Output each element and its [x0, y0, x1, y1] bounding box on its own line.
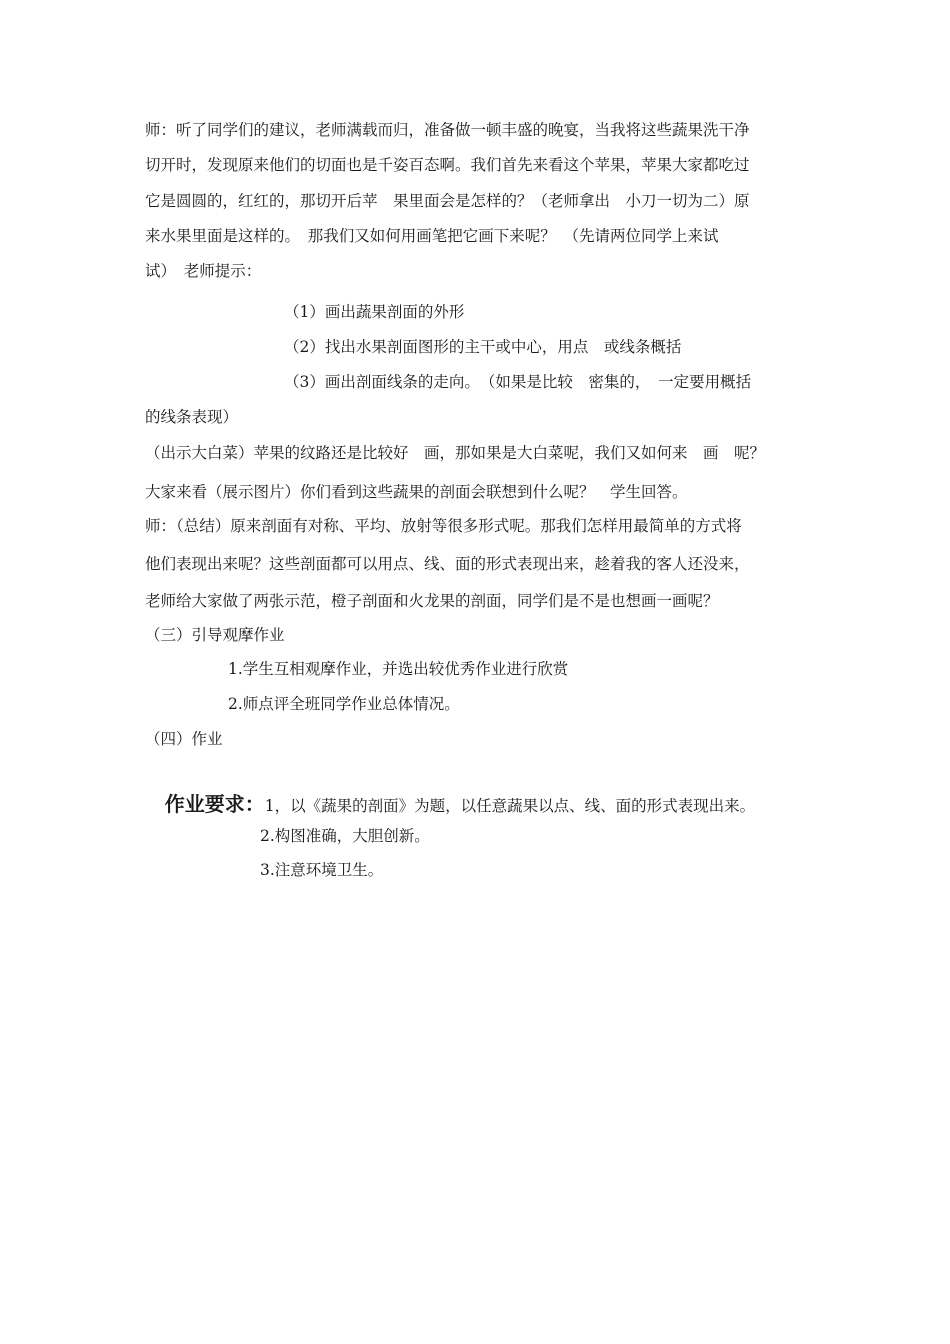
section-title: （四）作业 [145, 730, 223, 748]
tip-item: （2）找出水果剖面图形的主干或中心，用点 或线条概括 [284, 338, 682, 356]
paragraph-line: 大家来看（展示图片）你们看到这些蔬果的剖面会联想到什么呢？ 学生回答。 [145, 483, 688, 501]
paragraph-line: 试） 老师提示： [145, 262, 262, 280]
requirement-item: 2.构图准确，大胆创新。 [260, 827, 430, 845]
section-title: （三）引导观摩作业 [145, 626, 285, 644]
requirement-item: 3.注意环境卫生。 [260, 861, 384, 879]
paragraph-line: 老师给大家做了两张示范，橙子剖面和火龙果的剖面，同学们是不是也想画一画呢？ [145, 592, 719, 610]
tip-item: （3）画出剖面线条的走向。 （如果是比较 密集的， 一定要用概括 [284, 373, 752, 391]
requirements-row [145, 774, 755, 836]
paragraph-line: 师：（总结）原来剖面有对称、平均、放射等很多形式呢。那我们怎样用最简单的方式将 [145, 517, 742, 535]
section-item: 1.学生互相观摩作业，并选出较优秀作业进行欣赏 [228, 660, 569, 678]
requirements-first: 1，以《蔬果的剖面》为题，以任意蔬果以点、线、面的形式表现出来。 [264, 797, 756, 815]
paragraph-line: 它是圆圆的，红红的，那切开后苹 果里面会是怎样的？（老师拿出 小刀一切为二）原 [145, 192, 750, 210]
paragraph-line: 他们表现出来呢？这些剖面都可以用点、线、面的形式表现出来，趁着我的客人还没来， [145, 555, 750, 573]
paragraph-line: 师：听了同学们的建议，老师满载而归，准备做一顿丰盛的晚宴，当我将这些蔬果洗干净 [145, 121, 750, 139]
tip-continued: 的线条表现） [145, 408, 239, 426]
paragraph-line: 切开时，发现原来他们的切面也是千姿百态啊。我们首先来看这个苹果，苹果大家都吃过 [145, 156, 750, 174]
tip-item: （1）画出蔬果剖面的外形 [284, 303, 465, 321]
section-item: 2.师点评全班同学作业总体情况。 [228, 695, 460, 713]
paragraph-line: 来水果里面是这样的。 那我们又如何用画笔把它画下来呢？ （先请两位同学上来试 [145, 227, 719, 245]
paragraph-line: （出示大白菜）苹果的纹路还是比较好 画，那如果是大白菜呢，我们又如何来 画 呢？ [145, 444, 766, 462]
requirements-label: 作业要求： [164, 792, 265, 816]
